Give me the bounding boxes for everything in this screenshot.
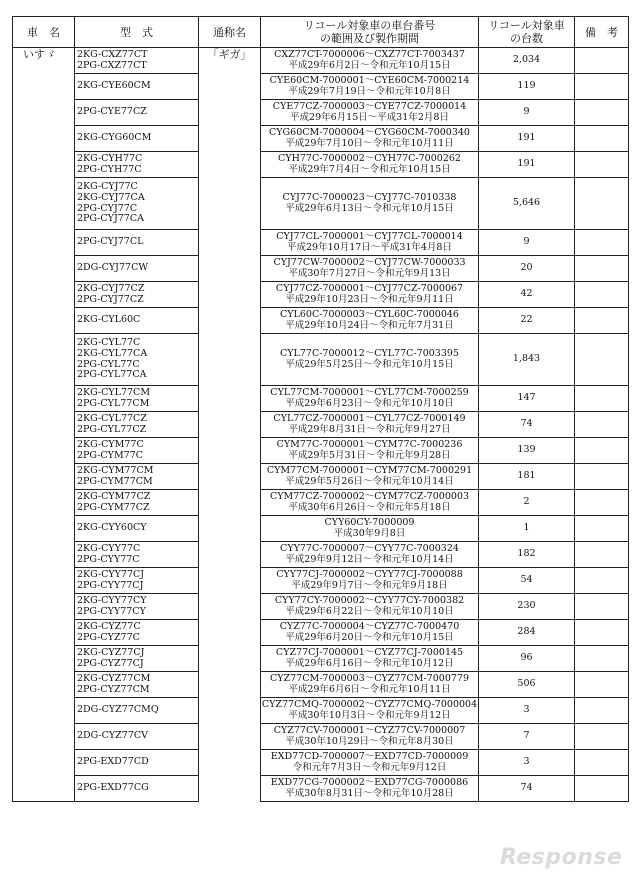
range-cell: [261, 256, 479, 282]
range-cell: [261, 594, 479, 620]
type-code: 2PG-CYY77CJ: [77, 579, 144, 591]
count-cell: 3: [479, 698, 575, 724]
type-code: 2DG-CYJ77CW: [77, 262, 149, 274]
type-cell: [75, 698, 199, 724]
count-cell: 2: [479, 490, 575, 516]
remarks-cell: [575, 490, 629, 516]
type-code: 2PG-CYL77CZ: [77, 423, 147, 435]
production-period: 平成29年6月13日～令和元年10月15日: [285, 202, 454, 214]
type-code: 2KG-CYH77C: [77, 152, 143, 164]
type-code: 2KG-CYL77CA: [77, 347, 148, 359]
table-row: [13, 698, 629, 724]
remarks-cell: [575, 568, 629, 594]
header-maker: 車 名: [13, 17, 75, 48]
type-cell: [75, 542, 199, 568]
remarks-cell: [575, 256, 629, 282]
header-row: [13, 17, 629, 48]
nickname-cell: 「ギガ」: [199, 48, 261, 802]
chassis-number-range: CYL77CM-7000001～CYL77CM-7000259: [270, 386, 469, 398]
type-code: 2PG-EXD77CG: [77, 782, 149, 794]
type-cell: [75, 646, 199, 672]
remarks-cell: [575, 74, 629, 100]
range-cell: [261, 464, 479, 490]
range-cell: [261, 516, 479, 542]
remarks-cell: [575, 230, 629, 256]
production-period: 平成30年9月8日: [333, 527, 406, 539]
count-cell: 74: [479, 412, 575, 438]
remarks-cell: [575, 542, 629, 568]
type-code: 2KG-CYZ77CM: [77, 672, 151, 684]
count-cell: 506: [479, 672, 575, 698]
remarks-cell: [575, 646, 629, 672]
table-row: [13, 256, 629, 282]
type-cell: [75, 516, 199, 542]
chassis-number-range: CYL77CZ-7000001～CYL77CZ-7000149: [273, 412, 466, 424]
range-cell: [261, 412, 479, 438]
type-code: 2PG-CYZ77CJ: [77, 657, 144, 669]
count-cell: 182: [479, 542, 575, 568]
type-cell: [75, 334, 199, 386]
table-row: [13, 776, 629, 802]
type-code: 2KG-CYM77CZ: [77, 490, 151, 502]
table-row: [13, 464, 629, 490]
table-row: [13, 74, 629, 100]
count-cell: 42: [479, 282, 575, 308]
table-row: [13, 438, 629, 464]
type-cell: [75, 724, 199, 750]
range-cell: [261, 152, 479, 178]
range-cell: [261, 776, 479, 802]
chassis-number-range: CYL60C-7000003～CYL60C-7000046: [280, 308, 459, 320]
range-cell: [261, 724, 479, 750]
production-period: 平成30年8月31日～令和元年10月28日: [285, 787, 454, 799]
table-row: [13, 126, 629, 152]
production-period: 令和元年7月3日～令和元年9月12日: [292, 761, 447, 773]
table-row: [13, 152, 629, 178]
table-row: [13, 646, 629, 672]
remarks-cell: [575, 620, 629, 646]
production-period: 平成30年6月26日～令和元年5月18日: [288, 501, 451, 513]
chassis-number-range: CYJ77C-7000023～CYJ77C-7010338: [282, 191, 457, 203]
production-period: 平成29年10月17日～平成31年4月8日: [287, 241, 452, 253]
production-period: 平成30年10月29日～令和元年8月30日: [285, 735, 454, 747]
count-cell: 191: [479, 152, 575, 178]
count-cell: 7: [479, 724, 575, 750]
type-code: 2PG-CXZ77CT: [77, 59, 147, 71]
production-period: 平成30年7月27日～令和元年9月13日: [288, 267, 451, 279]
type-cell: [75, 178, 199, 230]
type-code: 2KG-CXZ77CT: [77, 48, 148, 60]
chassis-number-range: CYZ77CM-7000003～CYZ77CM-7000779: [270, 672, 469, 684]
recall-table-sheet: [12, 16, 628, 802]
remarks-cell: [575, 152, 629, 178]
type-cell: [75, 256, 199, 282]
chassis-number-range: CYY60CY-7000009: [324, 516, 415, 528]
chassis-number-range: CYH77C-7000002～CYH77C-7000262: [278, 152, 461, 164]
table-row: [13, 334, 629, 386]
type-code: 2KG-CYM77C: [77, 438, 144, 450]
type-code: 2PG-CYJ77C: [77, 202, 138, 214]
type-code: 2KG-CYZ77C: [77, 620, 141, 632]
remarks-cell: [575, 464, 629, 490]
range-cell: [261, 126, 479, 152]
chassis-number-range: CXZ77CT-7000006～CXZ77CT-7003437: [274, 48, 465, 60]
table-row: [13, 178, 629, 230]
count-cell: 5,646: [479, 178, 575, 230]
count-cell: 54: [479, 568, 575, 594]
type-code: 2KG-CYJ77CA: [77, 191, 145, 203]
remarks-cell: [575, 334, 629, 386]
type-code: 2KG-CYL60C: [77, 314, 141, 326]
count-cell: 9: [479, 230, 575, 256]
range-cell: [261, 542, 479, 568]
count-cell: 74: [479, 776, 575, 802]
chassis-number-range: CYJ77CL-7000001～CYJ77CL-7000014: [276, 230, 463, 242]
type-code: 2KG-CYY77C: [77, 542, 141, 554]
type-code: 2PG-CYM77CZ: [77, 501, 150, 513]
type-cell: [75, 282, 199, 308]
remarks-cell: [575, 698, 629, 724]
table-row: [13, 230, 629, 256]
range-cell: [261, 490, 479, 516]
table-row: [13, 490, 629, 516]
chassis-number-range: CYY77C-7000007～CYY77C-7000324: [280, 542, 459, 554]
type-code: 2PG-CYJ77CA: [77, 213, 144, 225]
response-watermark: Response: [500, 845, 623, 870]
remarks-cell: [575, 412, 629, 438]
count-cell: 230: [479, 594, 575, 620]
production-period: 平成29年9月7日～令和元年9月18日: [291, 579, 448, 591]
table-row: [13, 672, 629, 698]
table-row: [13, 750, 629, 776]
table-row: [13, 308, 629, 334]
type-cell: [75, 48, 199, 74]
table-row: [13, 620, 629, 646]
chassis-number-range: EXD77CD-7000007～EXD77CD-7000009: [270, 750, 469, 762]
range-cell: [261, 698, 479, 724]
type-code: 2KG-CYG60CM: [77, 132, 152, 144]
table-row: [13, 386, 629, 412]
type-cell: [75, 620, 199, 646]
type-cell: [75, 750, 199, 776]
count-cell: 147: [479, 386, 575, 412]
table-row: [13, 412, 629, 438]
production-period: 平成29年7月19日～令和元年10月8日: [288, 85, 451, 97]
production-period: 平成29年6月23日～令和元年10月10日: [285, 397, 454, 409]
chassis-number-range: CYZ77CV-7000001～CYZ77CV-7000007: [273, 724, 466, 736]
range-cell: [261, 308, 479, 334]
type-code: 2PG-CYM77C: [77, 449, 144, 461]
type-cell: [75, 568, 199, 594]
type-code: 2PG-CYJ77CZ: [77, 293, 144, 305]
remarks-cell: [575, 438, 629, 464]
type-code: 2KG-CYL77CZ: [77, 412, 147, 424]
chassis-number-range: CYE60CM-7000001～CYE60CM-7000214: [269, 74, 470, 86]
type-code: 2KG-CYY77CY: [77, 594, 147, 606]
production-period: 平成29年9月12日～令和元年10月14日: [285, 553, 454, 565]
type-code: 2KG-CYJ77C: [77, 180, 138, 192]
range-cell: [261, 230, 479, 256]
range-cell: [261, 438, 479, 464]
table-row: [13, 724, 629, 750]
chassis-number-range: CYY77CJ-7000002～CYY77CJ-7000088: [276, 568, 463, 580]
type-code: 2KG-CYE60CM: [77, 80, 151, 92]
type-code: 2KG-CYZ77CJ: [77, 646, 145, 658]
type-cell: [75, 386, 199, 412]
production-period: 平成29年5月31日～令和元年9月28日: [288, 449, 451, 461]
production-period: 平成29年5月26日～令和元年10月14日: [285, 475, 454, 487]
type-code: 2KG-CYL77C: [77, 336, 141, 348]
range-cell: [261, 74, 479, 100]
production-period: 平成29年6月22日～令和元年10月10日: [285, 605, 454, 617]
remarks-cell: [575, 48, 629, 74]
table-row: [13, 282, 629, 308]
production-period: 平成29年8月31日～令和元年9月27日: [288, 423, 451, 435]
type-cell: [75, 672, 199, 698]
type-code: 2DG-CYZ77CMQ: [77, 704, 159, 716]
type-cell: [75, 74, 199, 100]
type-code: 2PG-CYH77C: [77, 163, 142, 175]
remarks-cell: [575, 516, 629, 542]
chassis-number-range: CYZ77CMQ-7000002～CYZ77CMQ-7000004: [261, 698, 478, 710]
maker-cell: いすゞ: [13, 48, 75, 802]
remarks-cell: [575, 724, 629, 750]
type-code: 2PG-CYL77C: [77, 358, 140, 370]
type-code: 2PG-CYZ77CM: [77, 683, 150, 695]
count-cell: 284: [479, 620, 575, 646]
range-cell: [261, 646, 479, 672]
production-period: 平成29年6月6日～令和元年10月11日: [288, 683, 451, 695]
type-code: 2PG-CYM77CM: [77, 475, 153, 487]
type-code: 2KG-CYY77CJ: [77, 568, 145, 580]
header-count: [479, 17, 575, 48]
production-period: 平成29年6月15日～平成31年2月8日: [290, 111, 449, 123]
chassis-number-range: CYG60CM-7000004～CYG60CM-7000340: [269, 126, 470, 138]
type-code: 2KG-CYM77CM: [77, 464, 154, 476]
chassis-number-range: CYM77CZ-7000002～CYM77CZ-7000003: [270, 490, 469, 502]
chassis-number-range: CYZ77C-7000004～CYZ77C-7000470: [279, 620, 460, 632]
count-cell: 96: [479, 646, 575, 672]
type-cell: [75, 100, 199, 126]
chassis-number-range: CYM77C-7000001～CYM77C-7000236: [276, 438, 463, 450]
chassis-number-range: CYZ77CJ-7000001～CYZ77CJ-7000145: [275, 646, 464, 658]
count-cell: 181: [479, 464, 575, 490]
remarks-cell: [575, 282, 629, 308]
type-code: 2KG-CYL77CM: [77, 386, 151, 398]
table-row: [13, 568, 629, 594]
type-cell: [75, 126, 199, 152]
range-cell: [261, 48, 479, 74]
remarks-cell: [575, 776, 629, 802]
table-row: [13, 48, 629, 74]
remarks-cell: [575, 594, 629, 620]
type-cell: [75, 594, 199, 620]
production-period: 平成29年10月23日～令和元年9月11日: [285, 293, 454, 305]
remarks-cell: [575, 126, 629, 152]
production-period: 平成29年7月4日～令和元年10月15日: [288, 163, 451, 175]
chassis-number-range: CYL77C-7000012～CYL77C-7003395: [280, 347, 459, 359]
header-range-line: リコール対象車の車台番号: [303, 19, 436, 32]
type-code: 2DG-CYZ77CV: [77, 730, 148, 742]
range-cell: [261, 620, 479, 646]
count-cell: 191: [479, 126, 575, 152]
count-cell: 9: [479, 100, 575, 126]
header-remarks: 備 考: [575, 17, 629, 48]
header-range: [261, 17, 479, 48]
type-cell: [75, 412, 199, 438]
remarks-cell: [575, 178, 629, 230]
chassis-number-range: CYE77CZ-7000003～CYE77CZ-7000014: [272, 100, 467, 112]
production-period: 平成29年7月10日～令和元年10月11日: [285, 137, 454, 149]
header-count-line: の台数: [510, 32, 543, 45]
range-cell: [261, 178, 479, 230]
table-row: [13, 100, 629, 126]
range-cell: [261, 386, 479, 412]
production-period: 平成29年6月2日～令和元年10月15日: [288, 59, 451, 71]
count-cell: 1: [479, 516, 575, 542]
table-body: [13, 48, 629, 802]
type-cell: [75, 490, 199, 516]
count-cell: 20: [479, 256, 575, 282]
type-cell: [75, 438, 199, 464]
count-cell: 2,034: [479, 48, 575, 74]
range-cell: [261, 672, 479, 698]
production-period: 平成29年6月16日～令和元年10月12日: [285, 657, 454, 669]
production-period: 平成29年5月25日～令和元年10月15日: [285, 358, 454, 370]
type-code: 2KG-CYJ77CZ: [77, 282, 145, 294]
table-row: [13, 516, 629, 542]
type-code: 2PG-CYL77CA: [77, 369, 147, 381]
count-cell: 139: [479, 438, 575, 464]
chassis-number-range: CYM77CM-7000001～CYM77CM-7000291: [266, 464, 473, 476]
production-period: 平成30年10月3日～令和元年9月12日: [288, 709, 451, 721]
range-cell: [261, 750, 479, 776]
header-nickname: 通称名: [199, 17, 261, 48]
type-code: 2KG-CYY60CY: [77, 522, 147, 534]
remarks-cell: [575, 386, 629, 412]
type-cell: [75, 308, 199, 334]
count-cell: 1,843: [479, 334, 575, 386]
remarks-cell: [575, 750, 629, 776]
type-code: 2PG-CYZ77C: [77, 631, 140, 643]
recall-table: [12, 16, 629, 802]
chassis-number-range: CYJ77CZ-7000001～CYJ77CZ-7000067: [275, 282, 464, 294]
count-cell: 22: [479, 308, 575, 334]
type-cell: [75, 464, 199, 490]
remarks-cell: [575, 100, 629, 126]
chassis-number-range: EXD77CG-7000002～EXD77CG-7000086: [270, 776, 469, 788]
type-cell: [75, 152, 199, 178]
header-range-line: の範囲及び製作期間: [320, 32, 419, 45]
production-period: 平成29年6月20日～令和元年10月15日: [285, 631, 454, 643]
chassis-number-range: CYJ77CW-7000002～CYJ77CW-7000033: [273, 256, 466, 268]
count-cell: 119: [479, 74, 575, 100]
type-code: 2PG-CYE77CZ: [77, 106, 147, 118]
remarks-cell: [575, 672, 629, 698]
count-cell: 3: [479, 750, 575, 776]
table-row: [13, 594, 629, 620]
range-cell: [261, 334, 479, 386]
type-code: 2PG-CYL77CM: [77, 397, 150, 409]
type-code: 2PG-CYY77CY: [77, 605, 146, 617]
range-cell: [261, 100, 479, 126]
type-code: 2PG-CYJ77CL: [77, 236, 144, 248]
type-code: 2PG-CYY77C: [77, 553, 140, 565]
range-cell: [261, 282, 479, 308]
type-cell: [75, 230, 199, 256]
type-code: 2PG-EXD77CD: [77, 756, 149, 768]
production-period: 平成29年10月24日～令和元年7月31日: [285, 319, 454, 331]
remarks-cell: [575, 308, 629, 334]
table-row: [13, 542, 629, 568]
type-cell: [75, 776, 199, 802]
chassis-number-range: CYY77CY-7000002～CYY77CY-7000382: [274, 594, 465, 606]
header-type: 型 式: [75, 17, 199, 48]
range-cell: [261, 568, 479, 594]
header-count-line: リコール対象車: [488, 19, 565, 32]
